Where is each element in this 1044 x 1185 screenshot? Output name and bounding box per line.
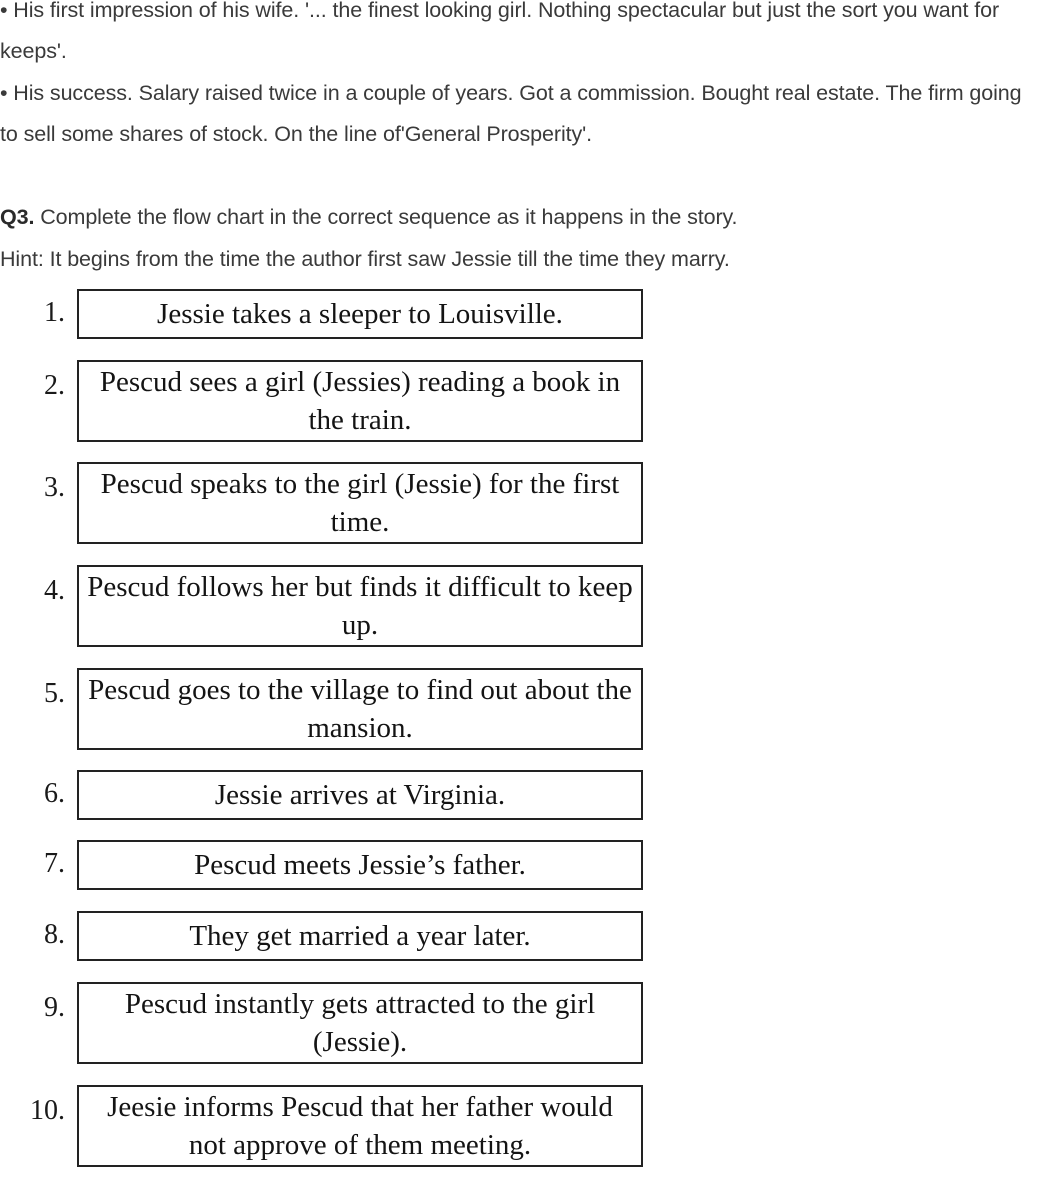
question-label: Q3. — [0, 205, 35, 229]
step-box: Pescud speaks to the girl (Jessie) for the first time. — [77, 462, 643, 544]
step-number: 6. — [44, 778, 65, 809]
step-number: 9. — [44, 992, 65, 1023]
step-box: Pescud follows her but finds it difficult to keep up. — [77, 565, 643, 647]
step-number: 10. — [30, 1095, 65, 1126]
step-number: 4. — [44, 575, 65, 606]
step-box: They get married a year later. — [77, 911, 643, 961]
bullet-first-impression: • His first impression of his wife. '... the finest looking girl. Nothing spectacular but just the sort you want for keeps'. — [0, 0, 1000, 63]
step-number: 5. — [44, 678, 65, 709]
step-box: Pescud instantly gets attracted to the girl (Jessie). — [77, 982, 643, 1064]
step-number: 7. — [44, 848, 65, 879]
question-hint: Hint: It begins from the time the author first saw Jessie till the time they marry. — [0, 247, 730, 271]
step-number: 3. — [44, 472, 65, 503]
step-box: Pescud sees a girl (Jessies) reading a book in the train. — [77, 360, 643, 442]
step-box: Jessie takes a sleeper to Louisville. — [77, 289, 643, 339]
step-number: 8. — [44, 919, 65, 950]
step-box: Jessie arrives at Virginia. — [77, 770, 643, 820]
step-number: 1. — [44, 297, 65, 328]
step-box: Pescud goes to the village to find out about the mansion. — [77, 668, 643, 750]
bullet-success: • His success. Salary raised twice in a couple of years. Got a commission. Bought real estate. The firm going to sell some shares of stock. On the line of'General Prosperity'. — [0, 81, 1022, 146]
step-box: Jeesie informs Pescud that her father would not approve of them meeting. — [77, 1085, 643, 1167]
step-number: 2. — [44, 370, 65, 401]
question-text: Complete the flow chart in the correct sequence as it happens in the story. — [34, 205, 738, 229]
step-box: Pescud meets Jessie’s father. — [77, 840, 643, 890]
